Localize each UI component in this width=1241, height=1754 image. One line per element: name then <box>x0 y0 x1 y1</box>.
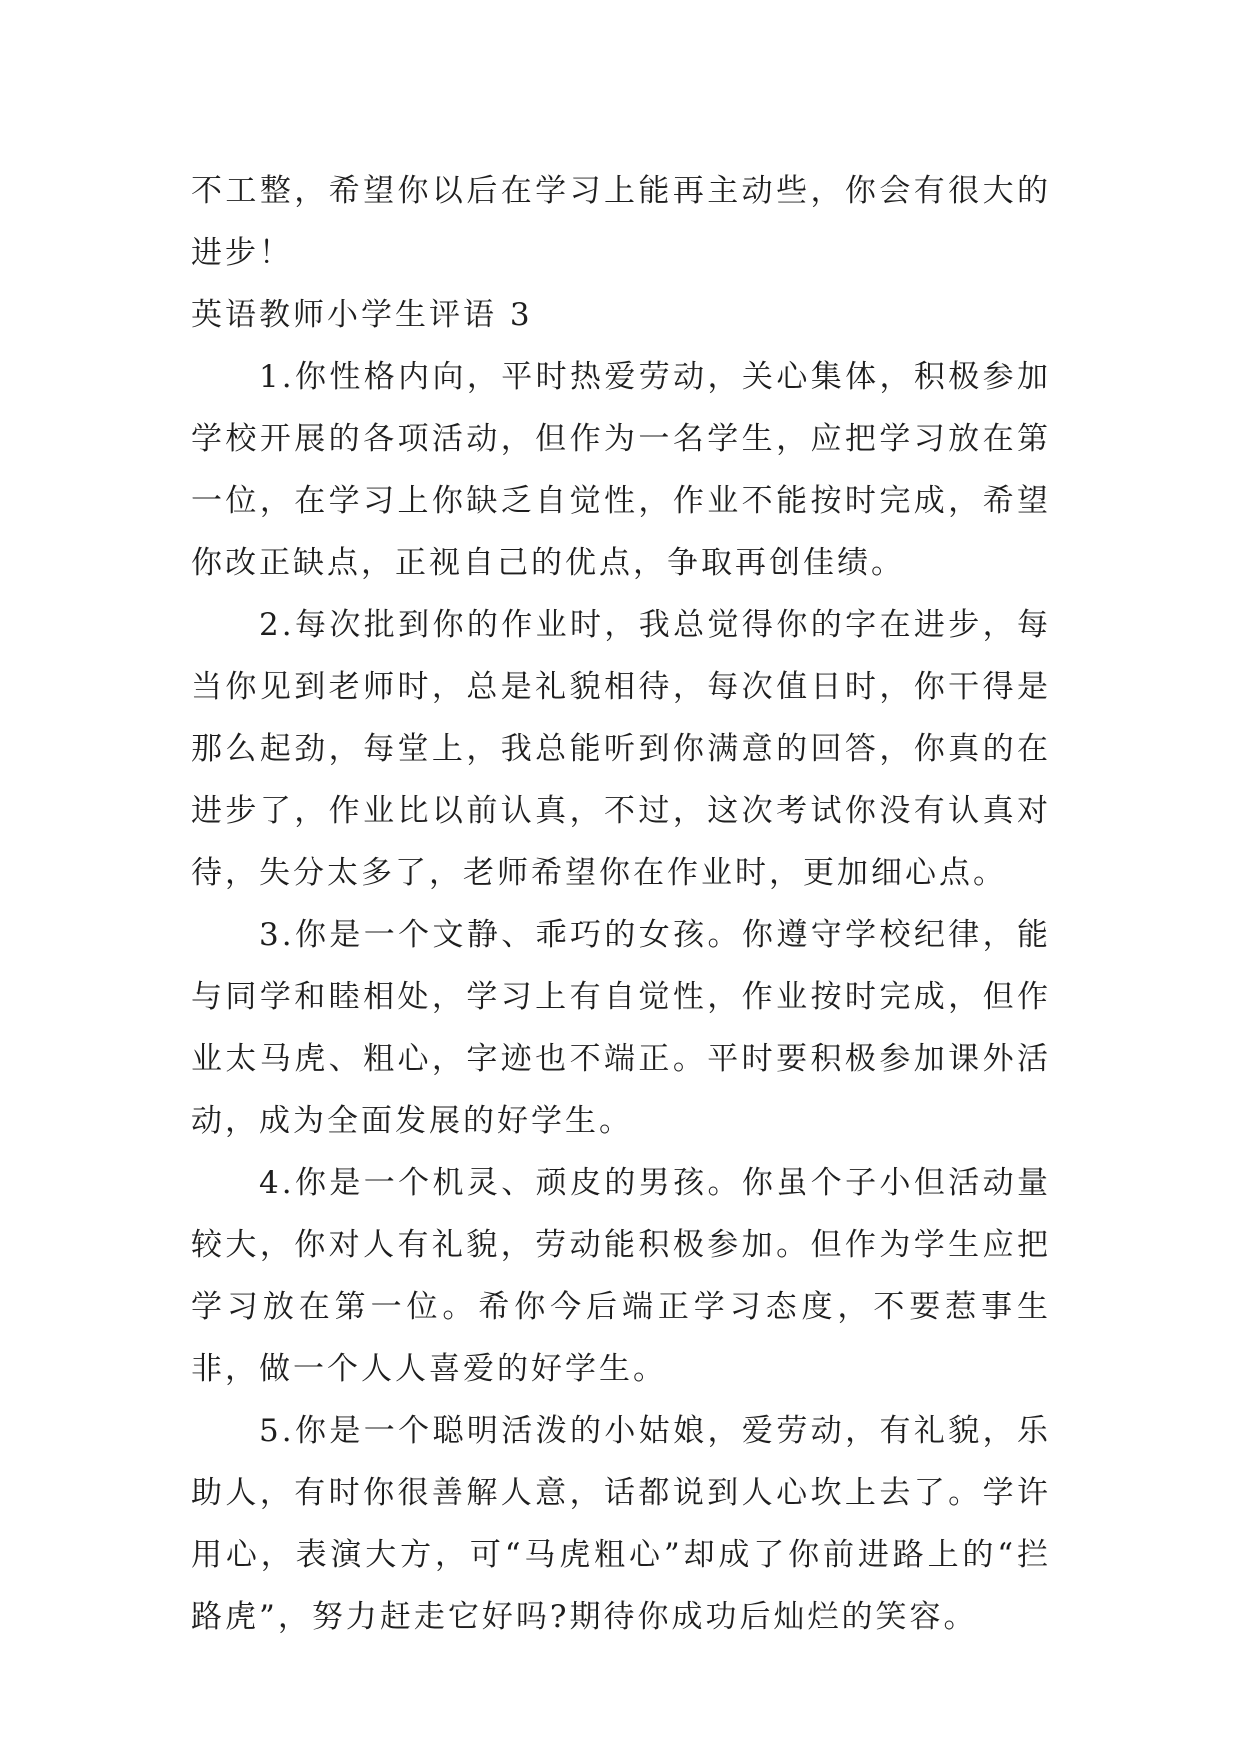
comment-item-3: 3.你是一个文静、乖巧的女孩。你遵守学校纪律，能与同学和睦相处，学习上有自觉性，作业按时完成，但作业太马虎、粗心，字迹也不端正。平时要积极参加课外活动，成为全面发展的好学生。 <box>191 917 1051 1139</box>
comment-item-1: 1.你性格内向，平时热爱劳动，关心集体，积极参加学校开展的各项活动，但作为一名学生，应把学习放在第一位，在学习上你缺乏自觉性，作业不能按时完成，希望你改正缺点，正视自己的优点，争取再创佳绩。 <box>191 359 1051 581</box>
comment-item-5: 5.你是一个聪明活泼的小姑娘，爱劳动，有礼貌，乐助人，有时你很善解人意，话都说到人心坎上去了。学许用心，表演大方，可“马虎粗心”却成了你前进路上的“拦路虎”，努力赶走它好吗?期待你成功后灿烂的笑容。 <box>191 1413 1051 1635</box>
comment-item-2: 2.每次批到你的作业时，我总觉得你的字在进步，每当你见到老师时，总是礼貌相待，每次值日时，你干得是那么起劲，每堂上，我总能听到你满意的回答，你真的在进步了，作业比以前认真，不过，这次考试你没有认真对待，失分太多了，老师希望你在作业时，更加细心点。 <box>191 607 1051 891</box>
section-heading: 英语教师小学生评语 3 <box>191 297 533 333</box>
document-body <box>191 160 1051 1648</box>
continuation-paragraph: 不工整，希望你以后在学习上能再主动些，你会有很大的进步！ <box>191 173 1051 271</box>
comment-item-4: 4.你是一个机灵、顽皮的男孩。你虽个子小但活动量较大，你对人有礼貌，劳动能积极参加。但作为学生应把学习放在第一位。希你今后端正学习态度，不要惹事生非，做一个人人喜爱的好学生。 <box>191 1165 1051 1387</box>
